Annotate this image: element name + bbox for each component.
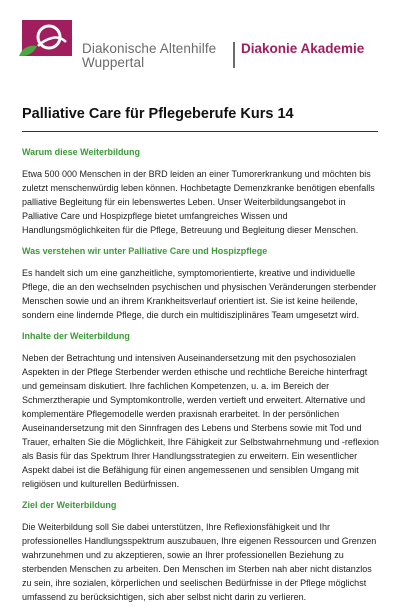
org-name-line-2: Wuppertal	[82, 55, 145, 70]
section-heading: Inhalte der Weiterbildung	[22, 331, 130, 341]
title-rule	[22, 131, 378, 132]
organization-name	[82, 42, 216, 70]
leaf-icon	[18, 44, 38, 58]
page-title: Palliative Care für Pflegeberufe Kurs 14	[22, 106, 294, 122]
section-heading: Ziel der Weiterbildung	[22, 500, 117, 510]
section-heading: Warum diese Weiterbildung	[22, 147, 141, 157]
section-heading: Was verstehen wir unter Palliative Care und Hospizpflege	[22, 246, 268, 256]
section-text: Etwa 500 000 Menschen in der BRD leiden an einer Tumorerkrankung und möchten bis zuletzt menschenwürdig leben können. Hochbetagte Demenzkranke benötigen ebenfalls palliative Begleitung für ein lebenswertes Leben. Unser Weiterbildungsangebot in Palliative Care und Hospizpflege bietet umfangreiches Wissen und Handlungsmöglichkeiten für die Pflege, Betreuung und Begleitung dieser Menschen.	[22, 169, 375, 235]
section-text: Die Weiterbildung soll Sie dabei unterstützen, Ihre Reflexionsfähigkeit und Ihr professionelles Handlungsspektrum auszubauen, Ihre eigenen Ressourcen und Grenzen wahrzunehmen und zu akzeptieren, sowie an Ihrer professionellen Beziehung zu sterbenden Menschen zu arbeiten. Den Menschen im Sterben nah aber nicht distanzlos zu sein, ihre sozialen, körperlichen und seelischen Bedürfnisse in der Pflege möglichst umfassend zu berücksichtigen, sich aber selbst nicht darin zu verlieren.	[22, 522, 377, 602]
section-warum	[22, 146, 380, 237]
header-divider	[233, 42, 235, 68]
section-inhalte	[22, 330, 380, 491]
org-name-line-1: Diakonische Altenhilfe	[82, 41, 217, 56]
section-text: Es handelt sich um eine ganzheitliche, symptomorientierte, kreative und individuelle Pflege, die an den wechselnden psychischen und physischen Veränderungen sterbender Menschen sowie und an ihrem Krankheitsverlauf orientiert ist. Sie ist keine heilende, sondern eine lindernde Pflege, die durch ein multidisziplinäres Team umgesetzt wird.	[22, 268, 377, 320]
document-header	[0, 0, 400, 90]
section-ziel	[22, 499, 380, 604]
section-verstehen	[22, 245, 380, 322]
academy-name: Diakonie Akademie	[241, 41, 365, 56]
diakonie-logo	[22, 20, 72, 56]
document-body	[22, 146, 380, 612]
section-text: Neben der Betrachtung und intensiven Auseinandersetzung mit den psychosozialen Aspekten in der Pflege Sterbender werden ethische und rechtliche Bereiche hinterfragt und gemeinsam diskutiert. Ihre fachlichen Kompetenzen, u. a. im Bereich der Schmerztherapie und Symptomkontrolle, werden vertieft und erweitert. Alternative und komplementäre Pflegemodelle werden praxisnah erarbeitet. In der persönlichen Auseinandersetzung mit den Sinnfragen des Lebens und Sterbens sowie mit Tod und Trauer, erhalten Sie die Möglichkeit, Ihre Fähigkeit zur Selbstwahrnehmung und -reflexion als Basis für das Spektrum Ihrer Handlungsstrategien zu erweitern. Ein wesentlicher Aspekt dabei ist die Befähigung für einen angemessenen und sensiblen Umgang mit religiösen und kulturellen Bedürfnissen.	[22, 353, 379, 489]
